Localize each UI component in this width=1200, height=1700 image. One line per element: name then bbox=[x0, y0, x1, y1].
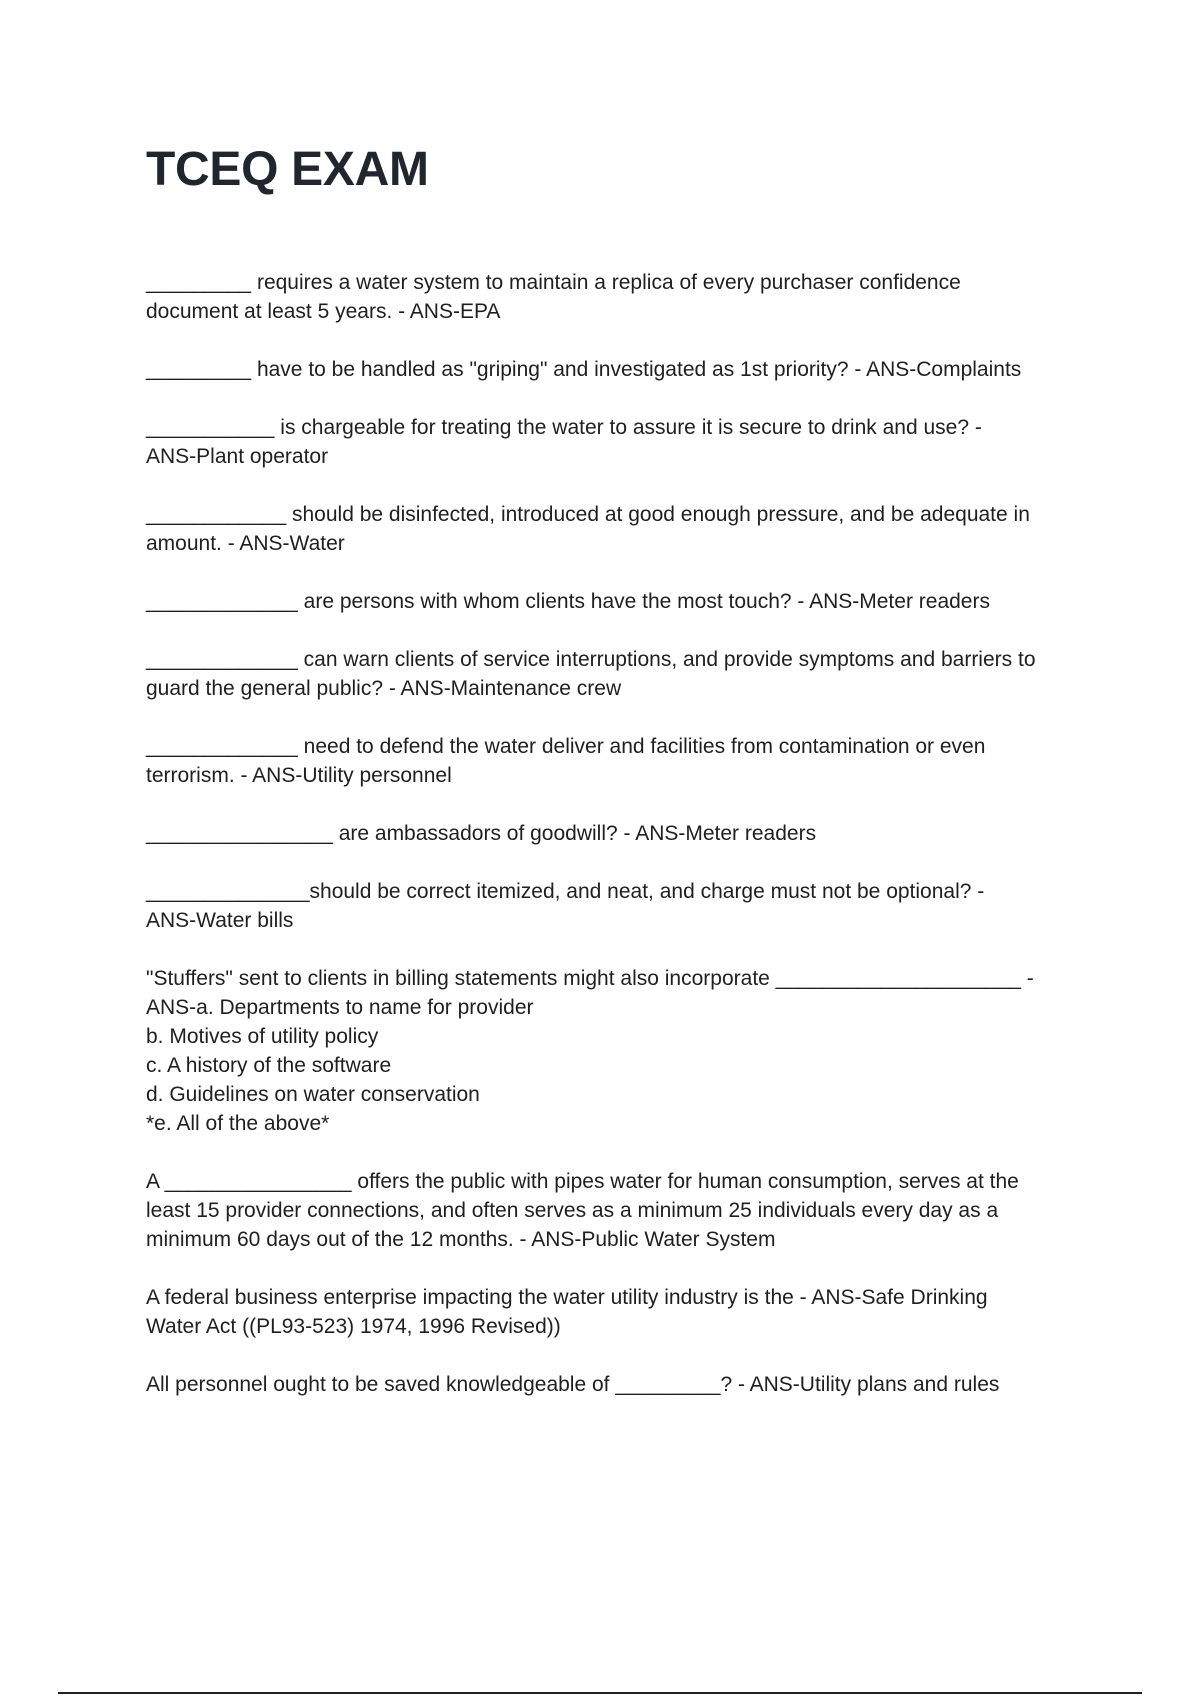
question-line: Water Act ((PL93-523) 1974, 1996 Revised)) bbox=[146, 1315, 561, 1338]
question-line: ____________ should be disinfected, introduced at good enough pressure, and be adequate in bbox=[146, 503, 1030, 526]
question-list bbox=[146, 268, 1091, 1428]
question-item bbox=[146, 819, 1091, 848]
question-line: ________________ are ambassadors of goodwill? - ANS-Meter readers bbox=[146, 822, 817, 845]
question-item bbox=[146, 877, 1091, 935]
question-item bbox=[146, 500, 1091, 558]
question-line: amount. - ANS-Water bbox=[146, 532, 345, 555]
question-line: _____________ can warn clients of service interruptions, and provide symptoms and barriers to bbox=[146, 648, 1036, 671]
question-line: A ________________ offers the public with pipes water for human consumption, serves at the bbox=[146, 1170, 1019, 1193]
question-line: document at least 5 years. - ANS-EPA bbox=[146, 300, 501, 323]
question-line: _____________ are persons with whom clients have the most touch? - ANS-Meter readers bbox=[146, 590, 990, 613]
question-item bbox=[146, 645, 1091, 703]
question-item bbox=[146, 1167, 1091, 1254]
question-line: "Stuffers" sent to clients in billing statements might also incorporate _____________________ - bbox=[146, 967, 1034, 990]
answer-option: b. Motives of utility policy bbox=[146, 1025, 379, 1048]
question-line: least 15 provider connections, and often serves as a minimum 25 individuals every day as a bbox=[146, 1199, 999, 1222]
question-line: terrorism. - ANS-Utility personnel bbox=[146, 764, 452, 787]
question-line: _____________ need to defend the water deliver and facilities from contamination or even bbox=[146, 735, 986, 758]
question-item bbox=[146, 732, 1091, 790]
question-line: ANS-Plant operator bbox=[146, 445, 329, 468]
question-line: ANS-a. Departments to name for provider bbox=[146, 996, 534, 1019]
question-line: guard the general public? - ANS-Maintenance crew bbox=[146, 677, 622, 700]
question-line: A federal business enterprise impacting the water utility industry is the - ANS-Safe Drinking bbox=[146, 1286, 988, 1309]
page-title: TCEQ EXAM bbox=[146, 143, 429, 196]
question-item bbox=[146, 1370, 1091, 1399]
footer-divider bbox=[58, 1692, 1142, 1694]
question-item bbox=[146, 964, 1091, 1138]
question-line: All personnel ought to be saved knowledgeable of _________? - ANS-Utility plans and rules bbox=[146, 1373, 1000, 1396]
question-line: ______________should be correct itemized, and neat, and charge must not be optional? - bbox=[146, 880, 985, 903]
answer-option: *e. All of the above* bbox=[146, 1112, 330, 1135]
question-line: ANS-Water bills bbox=[146, 909, 294, 932]
question-item bbox=[146, 355, 1091, 384]
question-line: _________ requires a water system to maintain a replica of every purchaser confidence bbox=[146, 271, 961, 294]
question-line: minimum 60 days out of the 12 months. - ANS-Public Water System bbox=[146, 1228, 776, 1251]
answer-option: d. Guidelines on water conservation bbox=[146, 1083, 480, 1106]
question-line: _________ have to be handled as "griping" and investigated as 1st priority? - ANS-Complaints bbox=[146, 358, 1022, 381]
question-item bbox=[146, 268, 1091, 326]
question-item bbox=[146, 587, 1091, 616]
answer-option: c. A history of the software bbox=[146, 1054, 392, 1077]
question-line: ___________ is chargeable for treating the water to assure it is secure to drink and use? - bbox=[146, 416, 982, 439]
question-item bbox=[146, 413, 1091, 471]
question-item bbox=[146, 1283, 1091, 1341]
